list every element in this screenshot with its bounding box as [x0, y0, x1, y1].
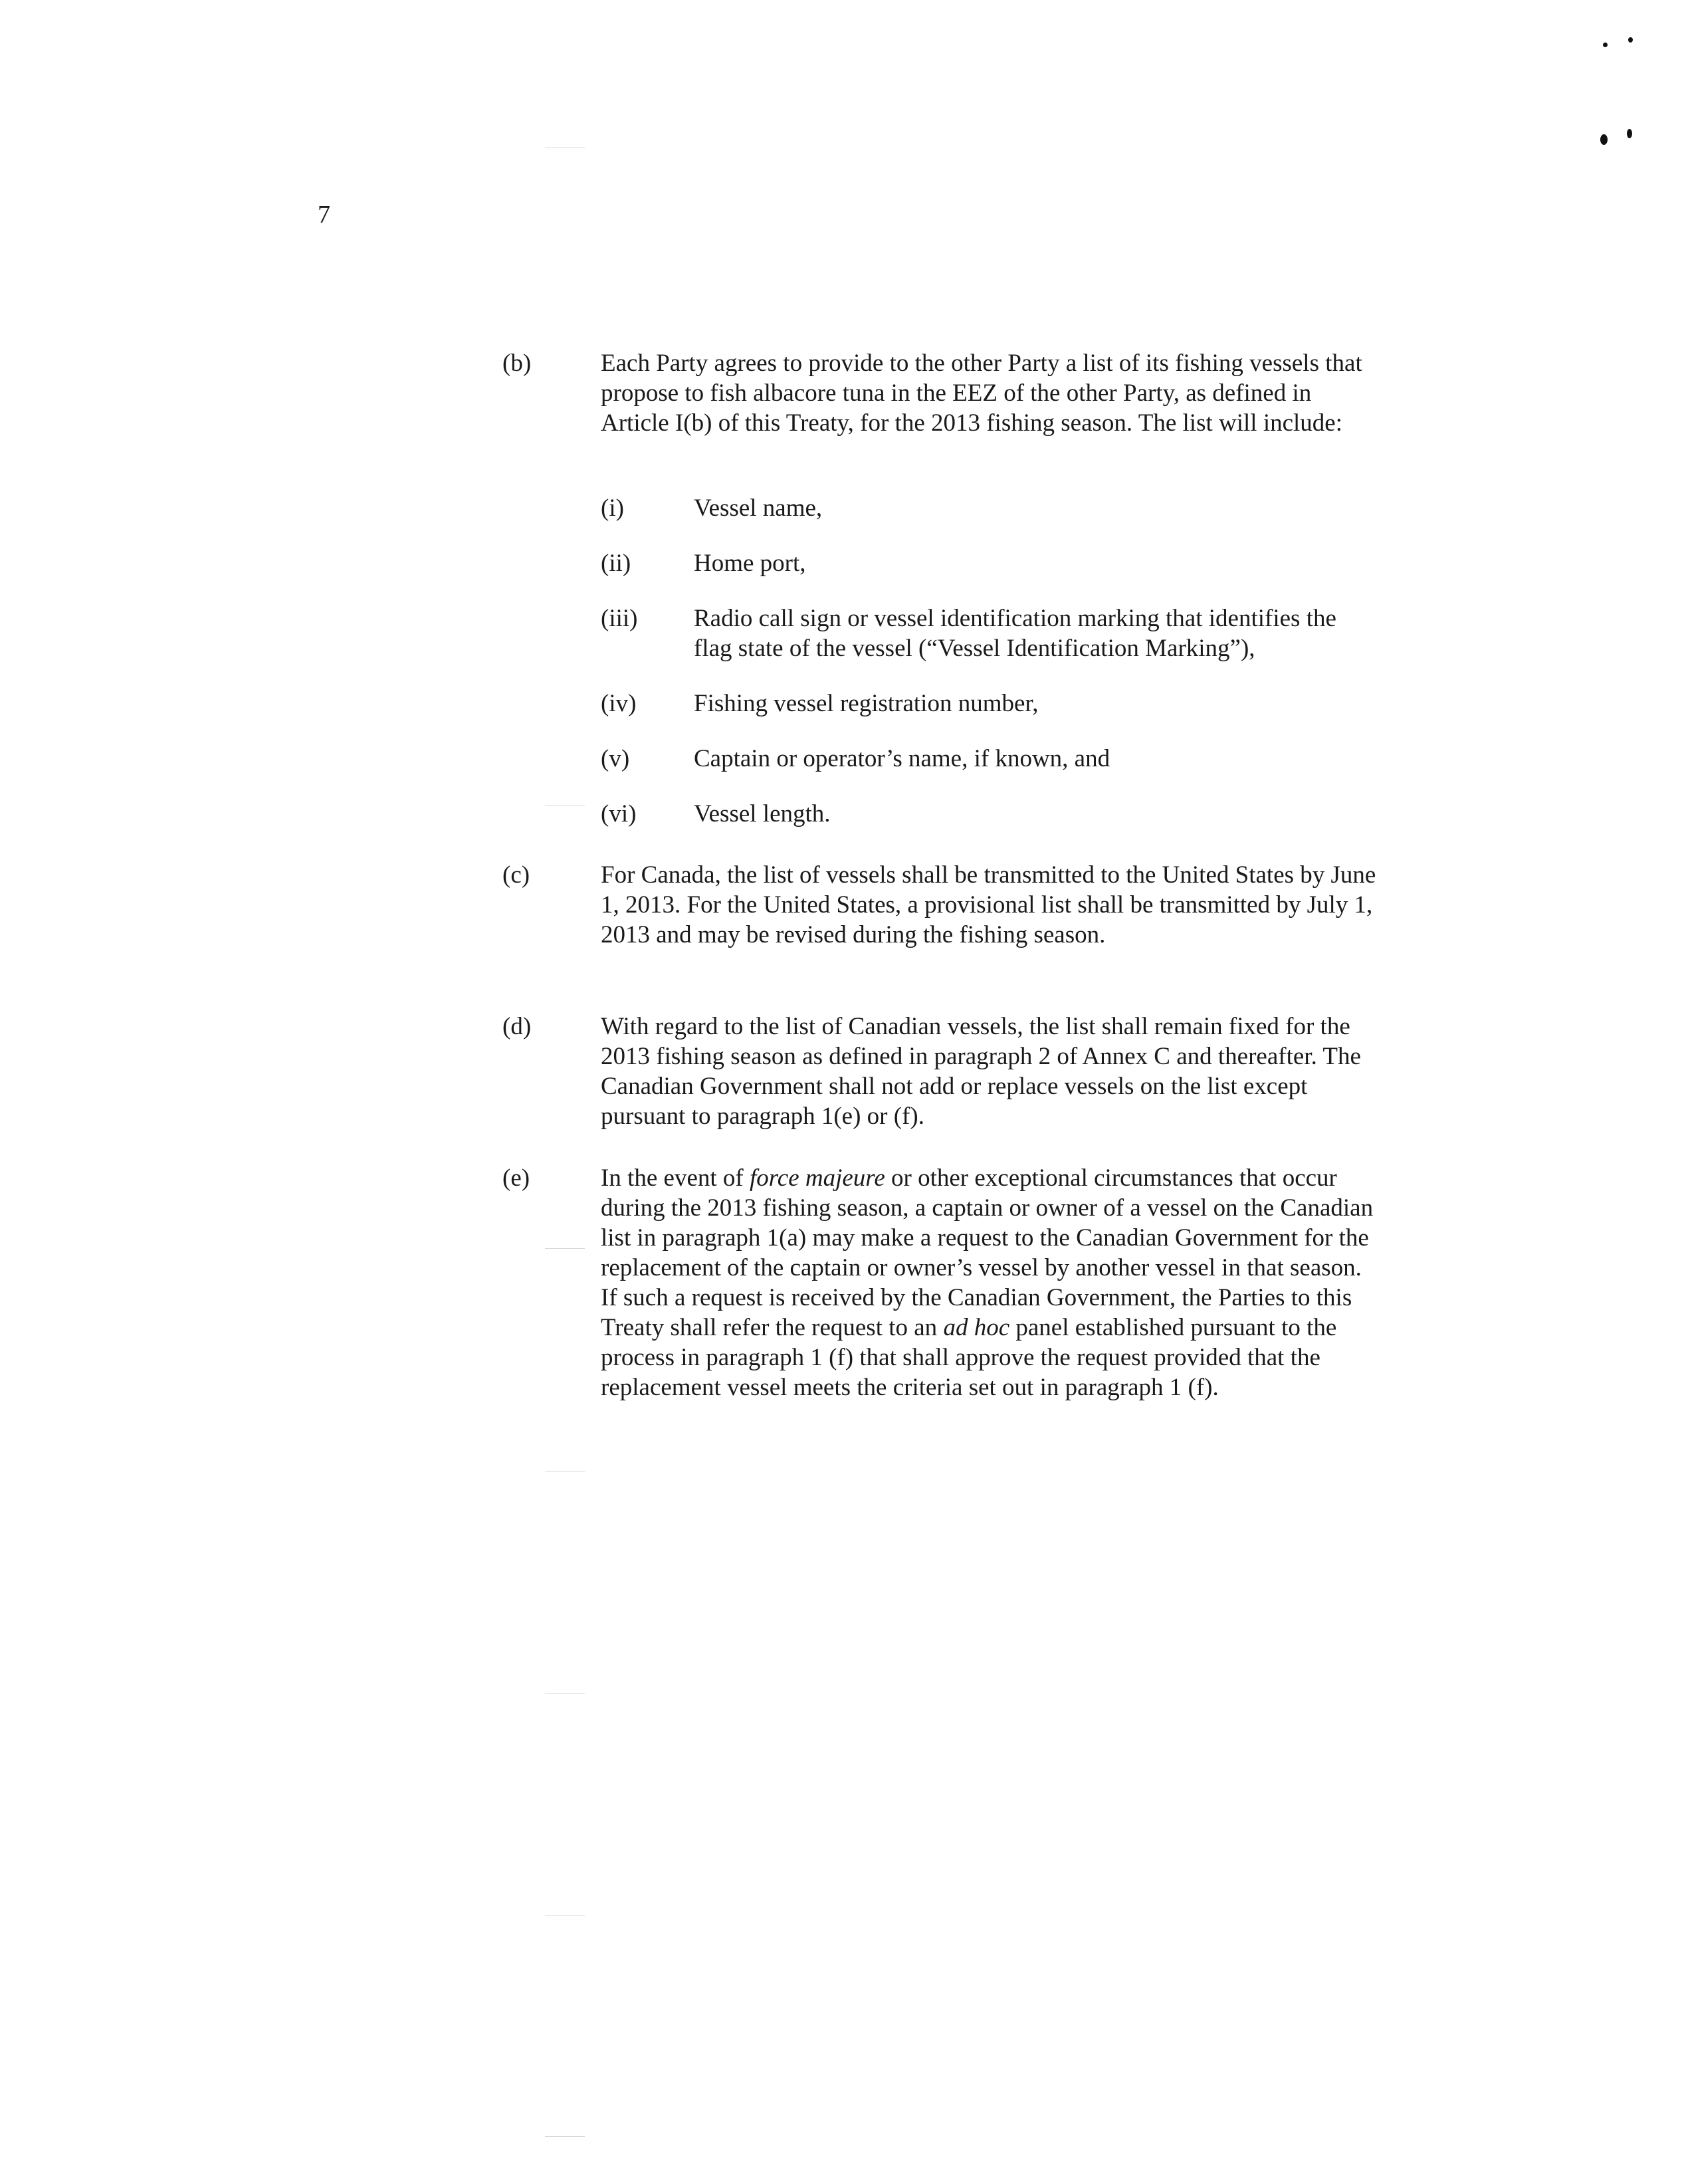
- list-item-label: (v): [601, 745, 630, 772]
- paragraph-e-text: [601, 1163, 1380, 1402]
- paragraph-d: [502, 1012, 1380, 1131]
- paragraph-c-text: For Canada, the list of vessels shall be transmitted to the United States by June 1, 2013. For the United States, a provisional list shall be transmitted by July 1, 2013 and may be revised during the fishing season.: [601, 861, 1376, 948]
- list-item-label: (iv): [601, 690, 637, 717]
- paragraph-e-text-part: In the event of: [601, 1164, 750, 1192]
- list-item: [601, 799, 1380, 829]
- paragraph-e-label: (e): [502, 1164, 530, 1192]
- paragraph-e-emphasis: ad hoc: [943, 1314, 1010, 1341]
- list-item-text: Fishing vessel registration number,: [694, 690, 1039, 717]
- list-item: [601, 548, 1380, 578]
- scan-speck: [1628, 37, 1633, 43]
- list-item: [601, 689, 1380, 718]
- paragraph-b-label: (b): [502, 350, 532, 377]
- scan-artifact-line: [545, 1915, 585, 1916]
- paragraph-b-text: Each Party agrees to provide to the other Party a list of its fishing vessels that propose to fish albacore tuna in the EEZ of the other Party, as defined in Article I(b) of this Treaty, for the 2013 fishing season. The list will include:: [601, 350, 1362, 437]
- paragraph-b: [502, 348, 1380, 438]
- list-item: [601, 603, 1380, 663]
- list-item-label: (iii): [601, 605, 638, 632]
- paragraph-e-text-part: panel established pursuant to the process in paragraph 1 (f) that shall approve the request provided that the replacement vessel meets the criteria set out in paragraph 1 (f).: [601, 1314, 1337, 1401]
- page-number: 7: [318, 201, 330, 229]
- list-item-text: Vessel name,: [694, 494, 823, 522]
- paragraph-d-text: With regard to the list of Canadian vessels, the list shall remain fixed for the 2013 fishing season as defined in paragraph 2 of Annex C and thereafter. The Canadian Government shall not add or replace vessels on the list except pursuant to paragraph 1(e) or (f).: [601, 1013, 1361, 1130]
- paragraph-e-emphasis: force majeure: [749, 1164, 885, 1192]
- scan-speck: [1600, 134, 1608, 145]
- paragraph-d-label: (d): [502, 1013, 532, 1040]
- list-item: [601, 493, 1380, 523]
- list-item-text: Home port,: [694, 550, 806, 577]
- scan-speck: [1627, 129, 1632, 138]
- list-item-label: (vi): [601, 800, 637, 827]
- scan-speck: [1603, 43, 1608, 47]
- list-item-label: (ii): [601, 550, 631, 577]
- scan-artifact-line: [545, 2136, 585, 2137]
- list-item-text: Radio call sign or vessel identification marking that identifies the flag state of the vessel (“Vessel Identification Marking”),: [694, 605, 1336, 662]
- list-item-text: Captain or operator’s name, if known, and: [694, 745, 1110, 772]
- list-item: [601, 744, 1380, 774]
- paragraph-e-text-part: or other exceptional circumstances that occur during the 2013 fishing season, a captain or owner of a vessel on the Canadian list in paragraph 1(a) may make a request to the Canadian Government for the replacement of the captain or owner’s vessel by another vessel in that season. If such a request is received by the Canadian Government, the Parties to this Treaty shall refer the request to an: [601, 1164, 1374, 1341]
- list-item-label: (i): [601, 494, 624, 522]
- paragraph-c-label: (c): [502, 861, 530, 889]
- paragraph-e: [502, 1163, 1380, 1402]
- paragraph-c: [502, 860, 1380, 950]
- vessel-info-list: [601, 493, 1380, 854]
- list-item-text: Vessel length.: [694, 800, 831, 827]
- scan-artifact-line: [545, 1693, 585, 1694]
